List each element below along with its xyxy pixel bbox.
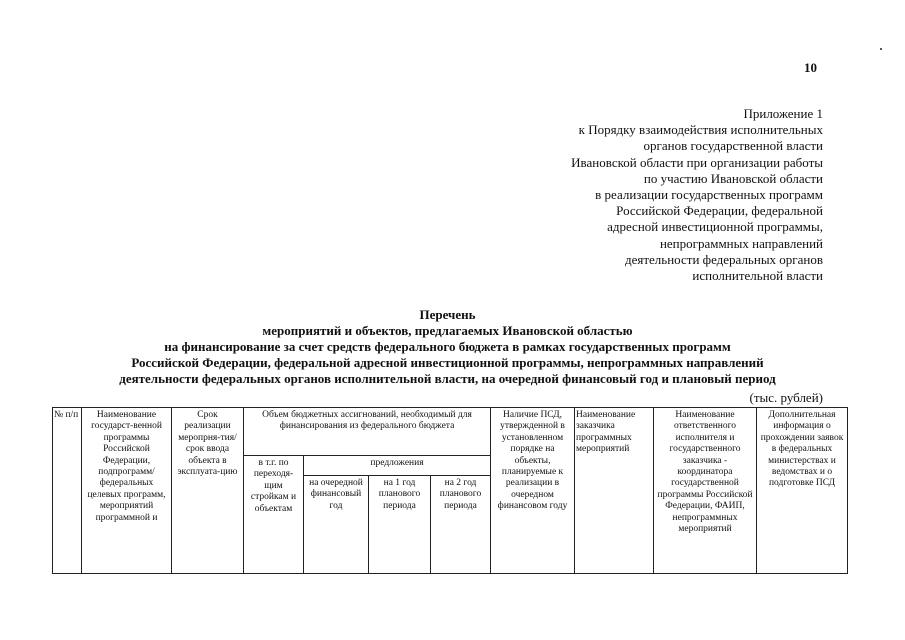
document-title (40, 307, 855, 387)
appendix-header (571, 106, 823, 284)
header-plan-year-1: на 1 год планового периода (369, 476, 431, 574)
title-line: деятельности федеральных органов исполнительной власти, на очередной финансовый год и плановый период (119, 371, 776, 386)
header-budget-volume: Объем бюджетных ассигнований, необходимый для финансирования из федерального бюджета (244, 408, 491, 456)
measures-table (52, 407, 848, 574)
appendix-line: Приложение 1 (743, 106, 823, 121)
units-label: (тыс. рублей) (749, 390, 823, 405)
appendix-line: к Порядку взаимодействия исполнительных (578, 122, 823, 138)
header-term: Срок реализации меропрня-тия/срок ввода объекта в эксплуата-цию (172, 408, 244, 574)
title-line: Перечень (419, 307, 476, 322)
appendix-line: непрограммных направлений (659, 235, 823, 251)
appendix-line: адресной инвестиционной программы, (607, 219, 823, 235)
title-line: на финансирование за счет средств федерального бюджета в рамках государственных программ (164, 339, 731, 354)
appendix-line: Российской Федерации, федеральной (616, 203, 823, 219)
page-number: 10 (804, 60, 817, 75)
appendix-line: Ивановской области при организации работы (571, 154, 823, 170)
header-psd: Наличие ПСД, утвержденной в установленном порядке на объекты, планируемые к реализации в очередном финансовом году (491, 408, 575, 574)
title-line: мероприятий и объектов, предлагаемых Ивановской областью (262, 323, 633, 338)
header-executor: Наименование ответственного исполнителя и государственного заказчика - координатора государственной программы Российской Федерации, ФАИП, непрограммных мероприятий (654, 408, 757, 574)
appendix-line: органов государственной власти (643, 138, 823, 154)
appendix-line: деятельности федеральных органов (624, 251, 823, 267)
header-proposals: предложения (304, 456, 491, 476)
appendix-line: в реализации государственных программ (595, 187, 823, 203)
header-customer: Наименование заказчика программных мероприятий (575, 408, 654, 574)
appendix-line: исполнительной власти (692, 268, 823, 284)
title-line: Российской Федерации, федеральной адресной инвестиционной программы, непрограммных направлений (131, 355, 764, 370)
header-additional-info: Дополнительная информация о прохождении заявок в федеральных министерствах и ведомствах и о подготовке ПСД (757, 408, 848, 574)
header-num: № п/п (53, 408, 82, 574)
header-next-year: на очередной финансовый год (304, 476, 369, 574)
header-plan-year-2: на 2 год планового периода (431, 476, 491, 574)
header-transitional: в т.г. по переходя-щим стройкам и объектам (244, 456, 304, 574)
appendix-line: по участию Ивановской области (643, 170, 823, 186)
header-program-name: Наименование государст-венной программы Российской Федерации, подпрограмм/ федеральных целевых программ, мероприятий программной и (82, 408, 172, 574)
scan-speck (880, 48, 882, 50)
